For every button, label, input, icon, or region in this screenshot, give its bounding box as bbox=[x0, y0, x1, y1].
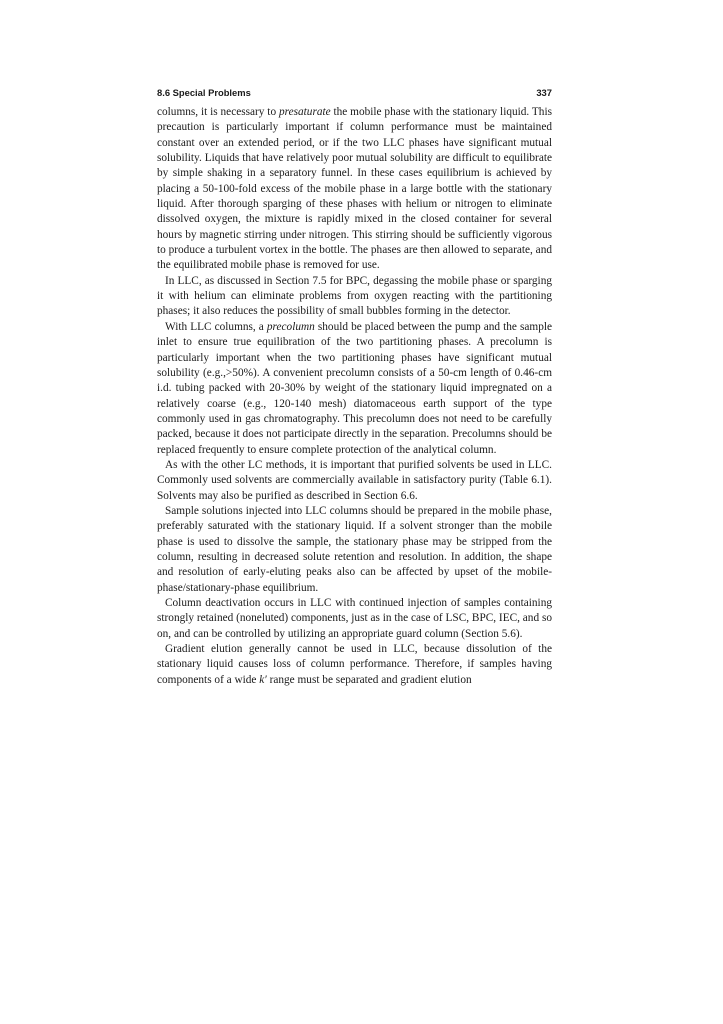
text-run: should be placed between the pump and the sample inlet to ensure true equilibration of the two partitioning phases. A precolumn is particularly important when the two partitioning phases have significant mutual solubility (e.g.,>50%). A convenient precolumn consists of a 50-cm length of 0.46-cm i.d. tubing packed with 20-30% by weight of the stationary liquid impregnated on a relatively coarse (e.g., 120-140 mesh) diatomaceous earth support of the type commonly used in gas chromatography. This precolumn does not need to be carefully packed, because it does not participate directly in the separation. Precolumns should be replaced frequently to ensure complete protection of the analytical column. bbox=[157, 320, 553, 456]
italic-term: k′ bbox=[259, 673, 267, 686]
page-number: 337 bbox=[536, 87, 552, 98]
text-run: Gradient elution generally cannot be used in LLC, because dissolution of the stationary liquid causes loss of column performance. Therefore, if samples having components of a wide bbox=[157, 643, 552, 686]
paragraph bbox=[157, 596, 552, 642]
text-run: columns, it is necessary to bbox=[157, 106, 279, 118]
section-title: 8.6 Special Problems bbox=[157, 87, 251, 98]
running-head bbox=[157, 87, 552, 101]
paragraph bbox=[157, 642, 552, 688]
paragraph bbox=[157, 105, 552, 274]
body-text bbox=[157, 105, 552, 688]
text-run: range must be separated and gradient elution bbox=[266, 673, 472, 686]
paragraph bbox=[157, 320, 552, 458]
text-run: As with the other LC methods, it is important that purified solvents be used in LLC. Commonly used solvents are commercially available in satisfactory purity (Table 6.1). Solvents may also be purified as described in Section 6.6. bbox=[157, 458, 552, 502]
italic-term: presaturate bbox=[278, 106, 331, 118]
text-run: In LLC, as discussed in Section 7.5 for BPC, degassing the mobile phase or sparging it with helium can eliminate problems from oxygen reacting with the partitioning phases; it also reduces the possibility of small bubbles forming in the detector. bbox=[157, 274, 552, 318]
paragraph bbox=[157, 458, 552, 504]
text-run: Column deactivation occurs in LLC with continued injection of samples containing strongly retained (noneluted) components, just as in the case of LSC, BPC, IEC, and so on, and can be controlled by utilizing an appropriate guard column (Section 5.6). bbox=[157, 597, 552, 640]
text-run: Sample solutions injected into LLC columns should be prepared in the mobile phase, preferably saturated with the stationary liquid. If a solvent stronger than the mobile phase is used to dissolve the sample, the stationary phase may be stripped from the column, resulting in decreased solute retention and resolution. In addition, the shape and resolution of early-eluting peaks also can be affected by upset of the mobile-phase/stationary-phase equilibrium. bbox=[157, 504, 552, 594]
text-run: the mobile phase with the stationary liquid. This precaution is particularly important if column performance must be maintained constant over an extended period, or if the two LLC phases have significant mutual solubility. Liquids that have relatively poor mutual solubility are difficult to equilibrate by simple shaking in a separatory funnel. In these cases equilibrium is achieved by placing a 50-100-fold excess of the mobile phase in a large bottle with the stationary liquid. After thorough sparging of these phases with helium or nitrogen to eliminate dissolved oxygen, the mixture is rapidly mixed in the closed container for several hours by magnetic stirring under nitrogen. This stirring should be sufficiently vigorous to produce a turbulent vortex in the bottle. The phases are then allowed to separate, and the equilibrated mobile phase is removed for use. bbox=[157, 106, 552, 272]
paragraph bbox=[157, 504, 552, 596]
text-run: With LLC columns, a bbox=[165, 320, 267, 333]
italic-term: precolumn bbox=[266, 320, 315, 333]
paragraph bbox=[157, 274, 552, 320]
